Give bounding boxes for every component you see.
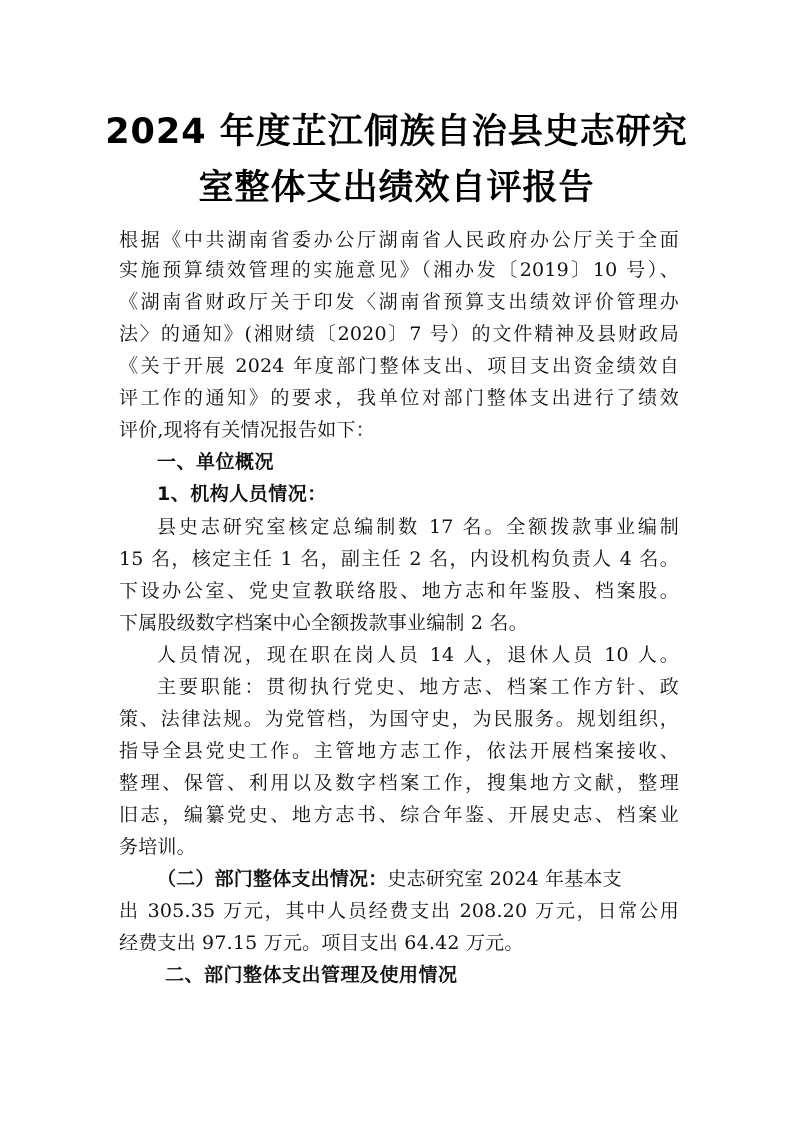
staffing-line-2: 15 名，核定主任 1 名，副主任 2 名，内设机构负责人 4 名。: [119, 548, 679, 570]
duties-line-6: 务培训。: [119, 836, 196, 858]
document-title-line-2: 室整体支出绩效自评报告: [198, 168, 595, 208]
intro-line-6: 评工作的通知》的要求，我单位对部门整体支出进行了绩效: [119, 387, 679, 409]
duties-line-5: 旧志，编纂党史、地方志书、综合年鉴、开展史志、档案业: [119, 804, 679, 826]
intro-line-7: 评价,现将有关情况报告如下：: [119, 419, 375, 441]
intro-line-2: 实施预算绩效管理的实施意见》（湘办发〔2019〕10 号）、: [119, 259, 679, 281]
duties-line-3: 指导全县党史工作。主管地方志工作，依法开展档案接收、: [119, 740, 679, 762]
document-title-line-1: 2024 年度芷江侗族自治县史志研究: [105, 112, 688, 152]
expenditure-line-3: 经费支出 97.15 万元。项目支出 64.42 万元。: [119, 932, 524, 954]
section-1-heading: 一、单位概况: [157, 451, 275, 473]
intro-line-4: 法〉的通知》(湘财绩〔2020〕7 号）的文件精神及县财政局: [119, 323, 679, 345]
duties-line-2: 策、法律法规。为党管档，为国守史，为民服务。规划组织，: [119, 708, 679, 730]
intro-line-3: 《湖南省财政厅关于印发〈湖南省预算支出绩效评价管理办: [119, 291, 679, 313]
intro-line-1: 根据《中共湖南省委办公厅湖南省人民政府办公厅关于全面: [119, 229, 679, 251]
intro-line-5: 《关于开展 2024 年度部门整体支出、项目支出资金绩效自: [119, 355, 679, 377]
expenditure-line-1: [157, 865, 679, 893]
section-1-sub-1-heading: 1、机构人员情况：: [157, 483, 327, 505]
staffing-line-1: 县史志研究室核定总编制数 17 名。全额拨款事业编制: [157, 516, 679, 538]
personnel-line: 人员情况，现在职在岗人员 14 人，退休人员 10 人。: [157, 644, 679, 666]
staffing-line-4: 下属股级数字档案中心全额拨款事业编制 2 名。: [119, 612, 528, 634]
expenditure-line-1-text: 史志研究室 2024 年基本支: [387, 868, 622, 890]
duties-line-4: 整理、保管、利用以及数字档案工作，搜集地方文献，整理: [119, 772, 679, 794]
staffing-line-3: 下设办公室、党史宣教联络股、地方志和年鉴股、档案股。: [119, 580, 679, 602]
expenditure-label: （二）部门整体支出情况：: [157, 868, 388, 890]
duties-line-1: 主要职能：贯彻执行党史、地方志、档案工作方针、政: [157, 676, 679, 698]
expenditure-line-2: 出 305.35 万元，其中人员经费支出 208.20 万元，日常公用: [119, 900, 679, 922]
section-2-heading: 二、部门整体支出管理及使用情况: [165, 964, 458, 986]
